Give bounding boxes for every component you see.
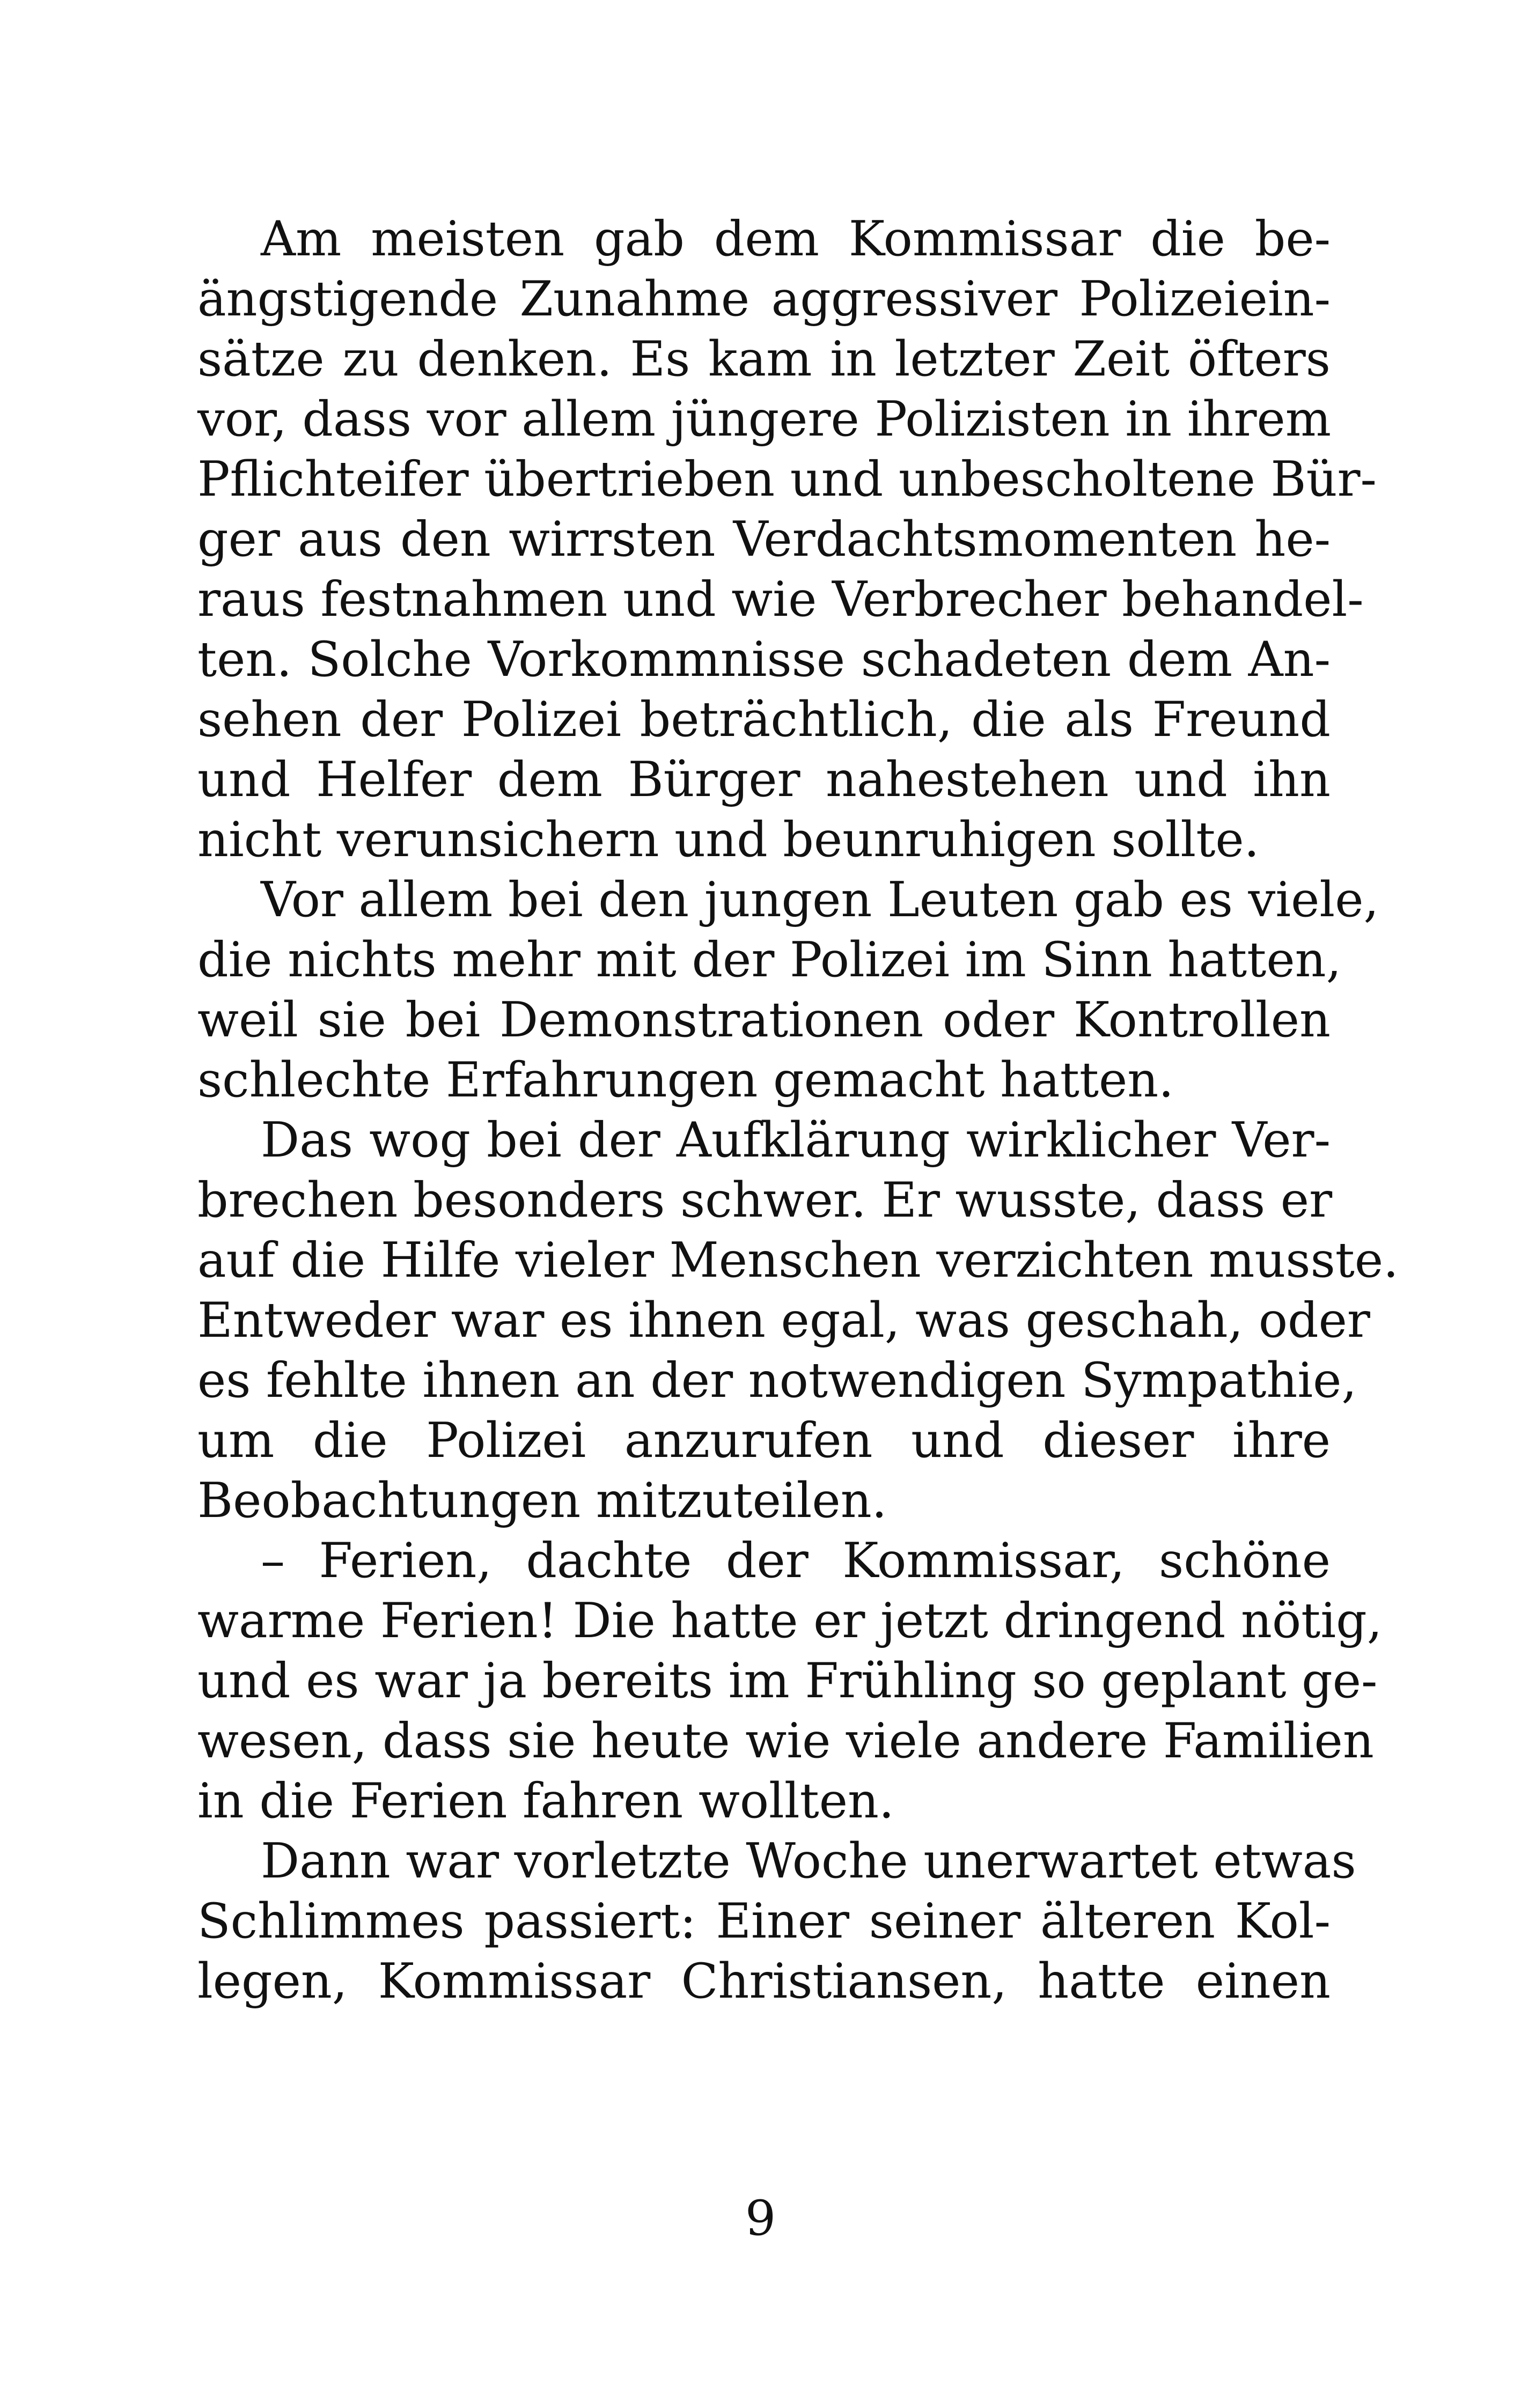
text-line: wesen, dass sie heute wie viele andere Familien <box>197 1713 1374 1769</box>
text-line: und Helfer dem Bürger nahestehen und ihn <box>197 752 1331 808</box>
text-line: Schlimmes passiert: Einer seiner älteren Kol- <box>197 1893 1331 1949</box>
text-line: vor, dass vor allem jüngere Polizisten in ihrem <box>197 391 1332 447</box>
text-line: Dann war vorletzte Woche unerwartet etwas <box>261 1833 1356 1889</box>
text-line: die nichts mehr mit der Polizei im Sinn hatten, <box>197 932 1342 988</box>
text-line: um die Polizei anzurufen und dieser ihre <box>197 1412 1331 1469</box>
text-line: Pflichteifer übertrieben und unbescholtene Bür- <box>197 451 1377 507</box>
paragraph <box>197 209 1377 870</box>
text-line: – Ferien, dachte der Kommissar, schöne <box>261 1533 1331 1589</box>
body-text <box>197 209 1399 2012</box>
text-line: weil sie bei Demonstrationen oder Kontrollen <box>197 992 1331 1048</box>
text-line: ten. Solche Vorkommnisse schadeten dem An- <box>197 631 1331 688</box>
text-line: sehen der Polizei beträchtlich, die als Freund <box>197 691 1331 748</box>
page-number: 9 <box>745 2190 776 2247</box>
text-line: Das wog bei der Aufklärung wirklicher Ver- <box>261 1112 1331 1168</box>
text-line: ger aus den wirrsten Verdachtsmomenten he- <box>197 511 1331 568</box>
paragraph <box>197 1831 1356 2012</box>
text-line: in die Ferien fahren wollten. <box>197 1773 894 1829</box>
text-line: es fehlte ihnen an der notwendigen Sympathie, <box>197 1352 1357 1409</box>
text-line: sätze zu denken. Es kam in letzter Zeit öfters <box>197 331 1331 387</box>
text-line: warme Ferien! Die hatte er jetzt dringend nötig, <box>197 1593 1383 1649</box>
text-line: ängstigende Zunahme aggressiver Polizeiein- <box>197 271 1331 327</box>
text-line: Entweder war es ihnen egal, was geschah, oder <box>197 1292 1370 1349</box>
text-line: Beobachtungen mitzuteilen. <box>197 1472 887 1529</box>
text-line: auf die Hilfe vieler Menschen verzichten musste. <box>197 1232 1399 1288</box>
text-line: raus festnahmen und wie Verbrecher behandel- <box>197 571 1364 628</box>
paragraph <box>197 1110 1399 1531</box>
text-line: nicht verunsichern und beunruhigen sollte. <box>197 812 1260 868</box>
paragraph <box>197 1531 1383 1831</box>
text-line: Am meisten gab dem Kommissar die be- <box>261 211 1331 267</box>
text-line: schlechte Erfahrungen gemacht hatten. <box>197 1052 1174 1108</box>
text-line: brechen besonders schwer. Er wusste, dass er <box>197 1172 1333 1228</box>
text-line: Vor allem bei den jungen Leuten gab es viele, <box>261 872 1379 928</box>
paragraph <box>197 870 1379 1110</box>
text-line: und es war ja bereits im Frühling so geplant ge- <box>197 1653 1378 1709</box>
text-line: legen, Kommissar Christiansen, hatte einen <box>197 1953 1331 2009</box>
